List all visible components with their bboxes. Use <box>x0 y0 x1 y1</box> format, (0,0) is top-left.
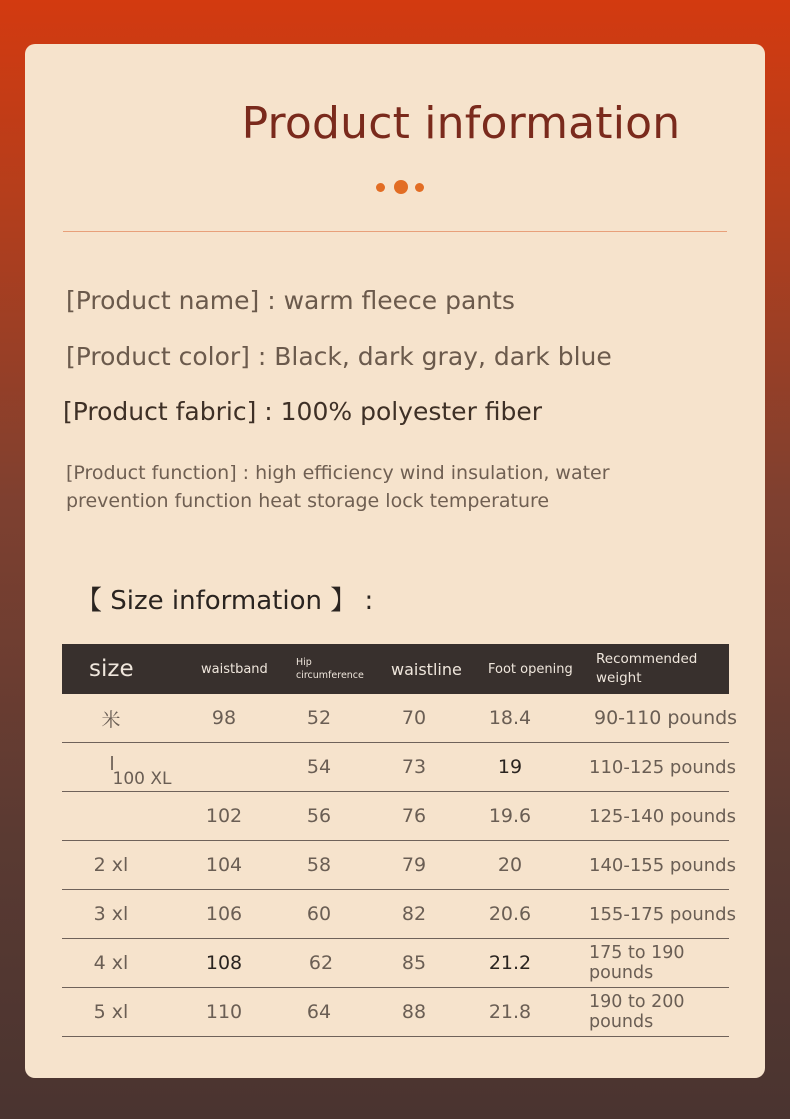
cell-size: 米 <box>101 708 121 731</box>
cell-waistline: 70 <box>401 707 427 729</box>
overlay-size-label: 100 XL <box>112 769 172 789</box>
header-weight-line1: Recommended <box>596 651 698 667</box>
product-color: [Product color] : Black, dark gray, dark blue <box>66 342 612 371</box>
dot-icon <box>376 183 385 192</box>
cell-hip: 60 <box>306 903 332 925</box>
header-weight <box>596 644 716 694</box>
cell-size <box>66 792 156 840</box>
cell-weight: 110-125 pounds <box>589 756 736 778</box>
cell-weight: 140-155 pounds <box>589 854 736 876</box>
cell-waistband: 108 <box>205 952 243 974</box>
table-row <box>62 694 738 743</box>
cell-waistband: 102 <box>205 805 243 827</box>
cell-size: l <box>109 753 115 775</box>
cell-weight: 175 to 190 pounds <box>589 943 685 983</box>
product-fabric: [Product fabric] : 100% polyester fiber <box>63 397 543 426</box>
table-header <box>62 644 729 694</box>
cell-foot: 19.6 <box>488 805 532 827</box>
table-row <box>62 890 736 939</box>
cell-foot: 20 <box>497 854 523 876</box>
cell-size: 2 xl <box>93 854 129 876</box>
cell-foot: 21.2 <box>488 952 532 974</box>
cell-waistline: 82 <box>401 903 427 925</box>
cell-waistband: 98 <box>211 707 237 729</box>
cell-waistband: 110 <box>205 1001 243 1023</box>
size-info-heading: 【 Size information 】 : <box>76 586 374 616</box>
cell-hip: 54 <box>306 756 332 778</box>
product-function: [Product function] : high efficiency wind insulation, water prevention function heat storage lock temperature <box>66 462 610 512</box>
cell-foot: 18.4 <box>488 707 532 729</box>
cell-hip: 56 <box>306 805 332 827</box>
cell-waistline: 76 <box>401 805 427 827</box>
header-hip <box>296 644 366 694</box>
cell-weight: 155-175 pounds <box>589 903 736 925</box>
table-row <box>62 743 736 792</box>
cell-weight: 190 to 200 pounds <box>589 992 685 1032</box>
page-title: Product information <box>241 98 681 149</box>
header-waistline: waistline <box>391 659 462 679</box>
header-size: size <box>89 656 134 682</box>
cell-weight: 125-140 pounds <box>589 805 736 827</box>
cell-size: 4 xl <box>93 952 129 974</box>
cell-waistband <box>176 743 272 791</box>
header-foot-opening: Foot opening <box>488 661 573 677</box>
size-table <box>62 644 738 1037</box>
cell-waistband: 106 <box>205 903 243 925</box>
table-row <box>62 939 729 988</box>
cell-foot: 21.8 <box>488 1001 532 1023</box>
cell-hip: 52 <box>306 707 332 729</box>
cell-hip: 62 <box>308 952 334 974</box>
cell-waistline: 88 <box>401 1001 427 1023</box>
table-row <box>62 841 736 890</box>
table-row <box>62 792 736 841</box>
cell-size: 5 xl <box>93 1001 129 1023</box>
cell-waistline: 79 <box>401 854 427 876</box>
cell-size: 3 xl <box>93 903 129 925</box>
table-row <box>62 988 729 1037</box>
cell-foot: 19 <box>497 756 523 778</box>
cell-weight: 90-110 pounds <box>594 707 738 729</box>
cell-waistline: 85 <box>401 952 427 974</box>
cell-waistband: 104 <box>205 854 243 876</box>
header-hip-line2: circumference <box>296 670 364 681</box>
header-hip-line1: Hip <box>296 657 312 668</box>
divider <box>63 231 727 232</box>
product-name: [Product name] : warm fleece pants <box>66 286 515 315</box>
dot-icon <box>415 183 424 192</box>
cell-hip: 64 <box>306 1001 332 1023</box>
header-weight-line2: weight <box>596 670 642 686</box>
cell-waistline: 73 <box>401 756 427 778</box>
cell-hip: 58 <box>306 854 332 876</box>
cell-foot: 20.6 <box>488 903 532 925</box>
dot-icon <box>394 180 408 194</box>
header-waistband: waistband <box>201 661 268 677</box>
